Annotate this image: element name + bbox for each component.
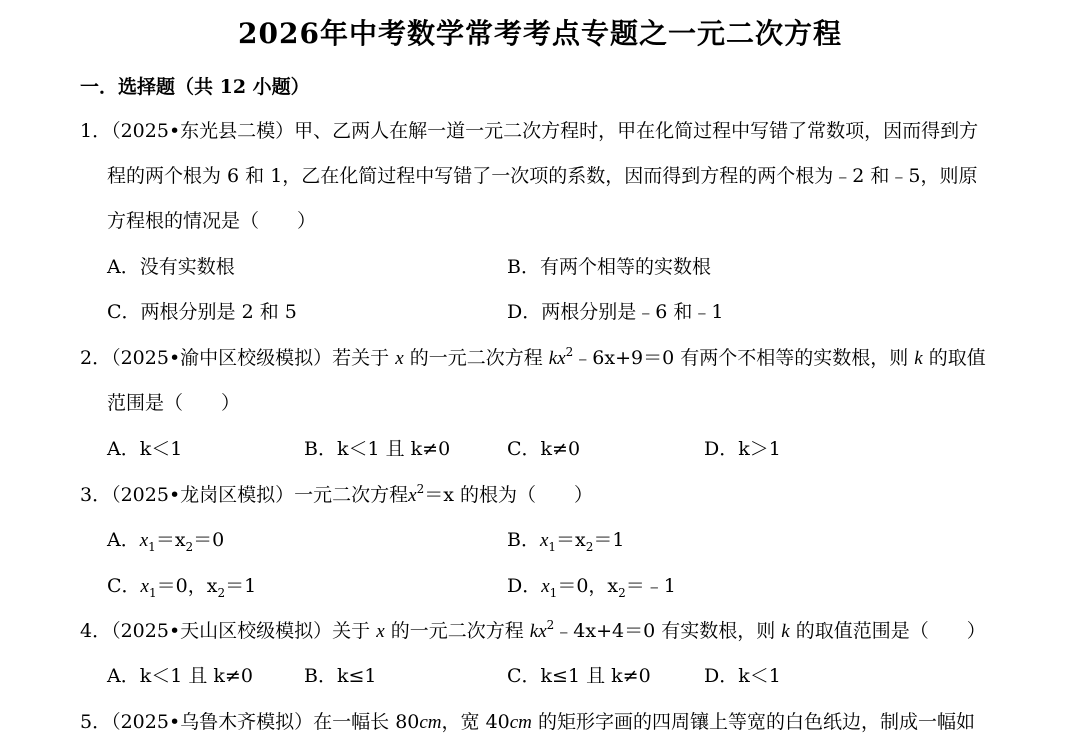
q1-option-c: C．两根分别是 2 和 5 — [107, 301, 297, 323]
page-title: 2026年中考数学常考考点专题之一元二次方程 — [238, 17, 842, 50]
q3-option-a — [107, 527, 224, 555]
q3-d-label: D． — [507, 575, 542, 597]
q5-tail: 的矩形字画的四周镶上等宽的白色纸边，制成一幅如 — [537, 711, 975, 733]
q3-a-sub2: 2 — [185, 540, 194, 554]
q2-var-k: k — [548, 348, 558, 369]
q3-c-label: C． — [107, 575, 141, 597]
q3-c-sub1: 1 — [148, 586, 157, 600]
q3-d-sub1: 1 — [549, 586, 558, 600]
q4-option-a: A．k＜1 且 k≠0 — [107, 665, 253, 687]
q5-line-1 — [80, 709, 975, 736]
section-heading: 一．选择题（共 12 小题） — [80, 76, 310, 98]
q3-c-end: ＝1 — [225, 575, 257, 597]
q3-a-sub1: 1 — [148, 540, 156, 554]
q2-equation-rest: ﹣6x+9＝0 有两个不相等的实数根，则 — [573, 347, 909, 369]
q3-b-sub2: 2 — [585, 540, 594, 554]
q2-exponent: 2 — [565, 345, 574, 359]
q3-option-b — [507, 527, 625, 555]
q2-tail: 的取值 — [928, 347, 986, 369]
q4-var-k: k — [529, 621, 539, 642]
q2-option-a: A．k＜1 — [107, 438, 183, 460]
q2-option-b: B．k＜1 且 k≠0 — [304, 438, 451, 460]
q4-prefix: 4．（2025•天山区校级模拟）关于 — [80, 620, 371, 642]
q2-mid: 的一元二次方程 — [409, 347, 543, 369]
q4-equation-rest: ﹣4x+4＝0 有实数根，则 — [554, 620, 776, 642]
q3-d-sub2: 2 — [618, 586, 626, 600]
q2-option-c: C．k≠0 — [507, 438, 581, 460]
q3-a-label: A． — [107, 529, 140, 551]
q3-b-end: ＝1 — [593, 529, 625, 551]
q4-option-d: D．k＜1 — [704, 665, 781, 687]
q5-unit-cm1: cm — [419, 712, 442, 733]
q3-c-x1: x — [140, 576, 149, 597]
q4-var-k2: k — [781, 621, 790, 642]
q1-line-2: 程的两个根为 6 和 1，乙在化简过程中写错了一次项的系数，因而得到方程的两个根为﹣2 和﹣5，则原 — [107, 165, 978, 187]
q3-c-sub2: 2 — [217, 586, 226, 600]
q1-line-1: 1．（2025•东光县二模）甲、乙两人在解一道一元二次方程时，甲在化简过程中写错了常数项，因而得到方 — [80, 120, 979, 142]
q5-prefix: 5．（2025•乌鲁木齐模拟）在一幅长 80 — [80, 711, 420, 733]
q3-b-mid: ＝x — [556, 529, 586, 551]
q4-mid: 的一元二次方程 — [390, 620, 524, 642]
q3-b-label: B． — [507, 529, 540, 551]
q3-d-mid: ＝0，x — [557, 575, 619, 597]
q1-option-d: D．两根分别是﹣6 和﹣1 — [507, 301, 724, 323]
q4-var-x2: x — [538, 621, 547, 642]
q3-d-x1: x — [541, 576, 550, 597]
q4-line-1 — [80, 618, 986, 646]
q3-exponent: 2 — [416, 482, 425, 496]
q3-tail: 的根为（ ） — [460, 484, 594, 506]
q4-exponent: 2 — [546, 618, 555, 632]
q5-unit-cm2: cm — [509, 712, 532, 733]
q5-mid: ，宽 40 — [441, 711, 510, 733]
q3-a-end: ＝0 — [193, 529, 225, 551]
q3-a-mid: ＝x — [155, 529, 186, 551]
q1-line-3: 方程根的情况是（ ） — [107, 210, 317, 232]
q3-equation: ＝x — [424, 484, 454, 506]
q4-tail: 的取值范围是（ ） — [795, 620, 986, 642]
q2-var-k2: k — [914, 348, 923, 369]
q3-c-mid: ＝0，x — [156, 575, 218, 597]
q4-option-b: B．k≤1 — [304, 665, 377, 687]
q2-var-x: x — [395, 348, 404, 369]
q3-b-sub1: 1 — [548, 540, 557, 554]
q4-option-c: C．k≤1 且 k≠0 — [507, 665, 651, 687]
q1-option-a: A．没有实数根 — [107, 256, 235, 278]
q3-option-d — [507, 573, 676, 601]
q1-option-b: B．有两个相等的实数根 — [507, 256, 711, 278]
q2-option-d: D．k＞1 — [704, 438, 781, 460]
q2-var-x2: x — [557, 348, 566, 369]
q3-a-x1: x — [139, 530, 149, 551]
q2-line-1 — [80, 345, 986, 373]
q3-prefix: 3．（2025•龙岗区模拟）一元二次方程 — [80, 484, 409, 506]
q3-var-x: x — [408, 485, 417, 506]
q3-option-c — [107, 573, 256, 601]
q3-line-1 — [80, 482, 593, 510]
q4-var-x: x — [376, 621, 385, 642]
q3-d-end: ＝﹣1 — [625, 575, 676, 597]
q2-prefix: 2．（2025•渝中区校级模拟）若关于 — [80, 347, 390, 369]
q3-b-x1: x — [539, 530, 549, 551]
q2-line-2: 范围是（ ） — [107, 392, 241, 414]
